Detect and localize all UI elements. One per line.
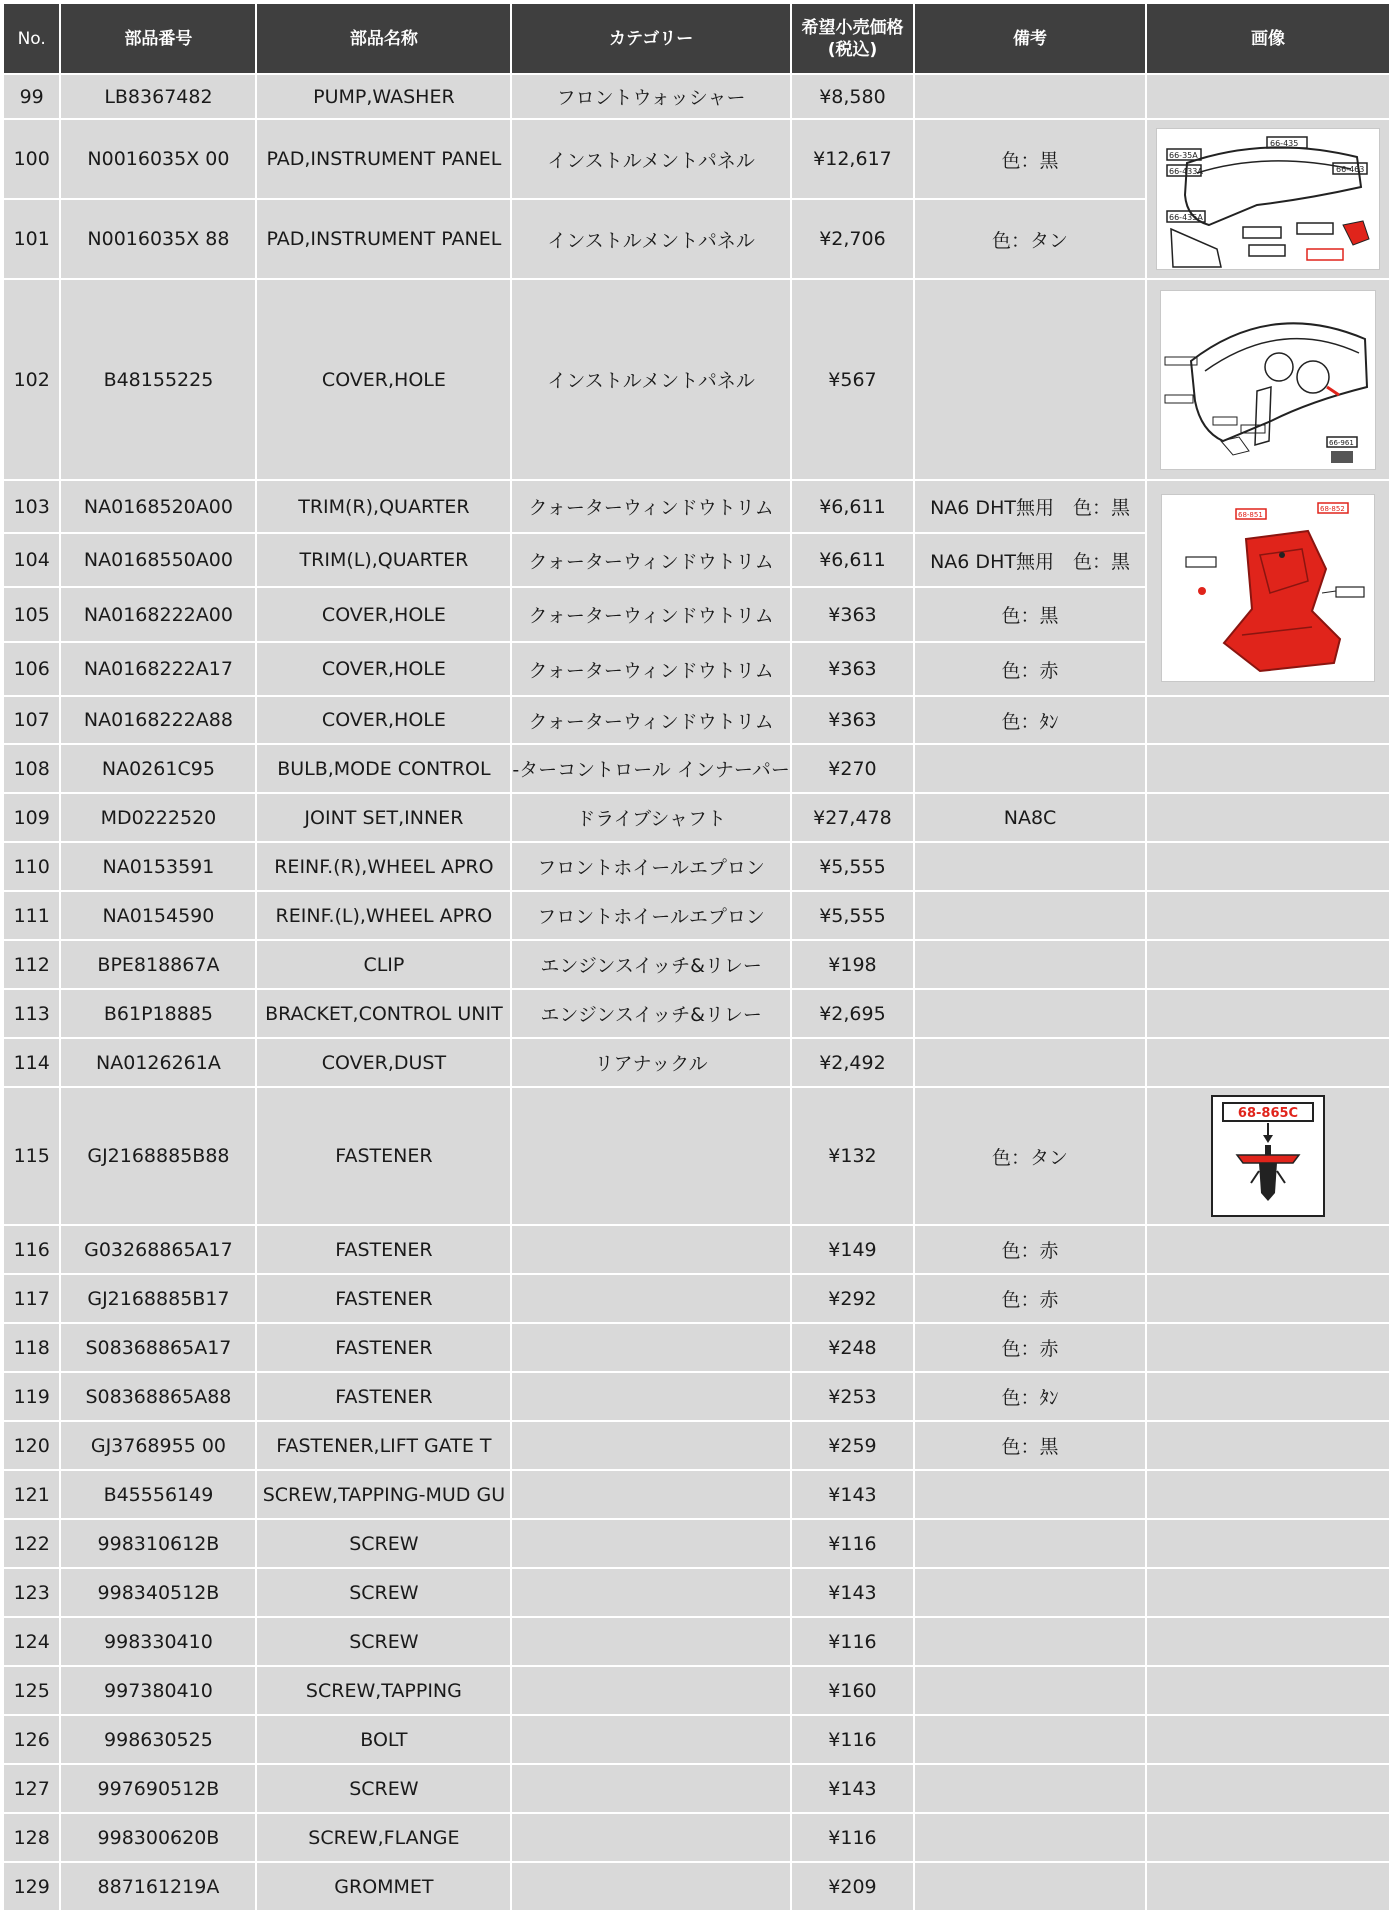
cell-category: インストルメントパネル xyxy=(512,120,790,198)
cell-price: ¥143 xyxy=(792,1471,913,1518)
table-row xyxy=(4,892,1389,939)
cell-no: 117 xyxy=(4,1275,59,1322)
header-price xyxy=(792,4,913,73)
cell-image xyxy=(1147,1618,1389,1665)
table-row xyxy=(4,280,1389,479)
cell-no: 118 xyxy=(4,1324,59,1371)
cell-category: ドライブシャフト xyxy=(512,794,790,841)
cell-price: ¥567 xyxy=(792,280,913,479)
quarter-trim-diagram xyxy=(1161,494,1375,682)
table-row xyxy=(4,1814,1389,1861)
cell-part-number: G03268865A17 xyxy=(61,1226,255,1273)
cell-category: エンジンスイッチ&リレー xyxy=(512,941,790,988)
cell-part-number: 998330410 xyxy=(61,1618,255,1665)
cell-part-name: FASTENER xyxy=(257,1088,510,1224)
pad-label-5: 66-435A xyxy=(1169,213,1203,222)
table-row xyxy=(4,120,1389,198)
cell-note: 色：タン xyxy=(915,1088,1145,1224)
cell-category: クォーターウィンドウトリム xyxy=(512,534,790,586)
cell-category: -ターコントロール インナーパー xyxy=(512,745,790,792)
cell-no: 103 xyxy=(4,481,59,532)
cell-note xyxy=(915,892,1145,939)
cell-note xyxy=(915,745,1145,792)
cell-image xyxy=(1147,1520,1389,1567)
table-row xyxy=(4,1088,1389,1224)
cell-price: ¥6,611 xyxy=(792,481,913,532)
cell-part-name: CLIP xyxy=(257,941,510,988)
cell-image xyxy=(1147,1471,1389,1518)
cell-price: ¥132 xyxy=(792,1088,913,1224)
cell-note xyxy=(915,1039,1145,1086)
cell-price: ¥6,611 xyxy=(792,534,913,586)
cell-image xyxy=(1147,941,1389,988)
cell-no: 100 xyxy=(4,120,59,198)
trim-label-2: 68-852 xyxy=(1320,505,1345,513)
cell-price: ¥116 xyxy=(792,1520,913,1567)
cell-price: ¥2,492 xyxy=(792,1039,913,1086)
table-row xyxy=(4,794,1389,841)
cell-no: 128 xyxy=(4,1814,59,1861)
cell-note: 色：赤 xyxy=(915,1226,1145,1273)
cell-no: 124 xyxy=(4,1618,59,1665)
cell-part-number: 998300620B xyxy=(61,1814,255,1861)
cell-image xyxy=(1147,1039,1389,1086)
cell-price: ¥248 xyxy=(792,1324,913,1371)
cell-part-number: S08368865A17 xyxy=(61,1324,255,1371)
cell-image xyxy=(1147,794,1389,841)
table-row xyxy=(4,1520,1389,1567)
cell-part-name: FASTENER xyxy=(257,1324,510,1371)
table-row xyxy=(4,1618,1389,1665)
cell-image xyxy=(1147,481,1389,695)
header-no: No. xyxy=(4,4,59,73)
cell-no: 127 xyxy=(4,1765,59,1812)
table-row xyxy=(4,1275,1389,1322)
cell-price: ¥12,617 xyxy=(792,120,913,198)
cell-category xyxy=(512,1373,790,1420)
cell-no: 125 xyxy=(4,1667,59,1714)
cell-no: 123 xyxy=(4,1569,59,1616)
table-row xyxy=(4,990,1389,1037)
cell-part-number: 887161219A xyxy=(61,1863,255,1910)
cell-price: ¥363 xyxy=(792,588,913,641)
cell-category xyxy=(512,1765,790,1812)
cell-part-name: FASTENER,LIFT GATE T xyxy=(257,1422,510,1469)
cell-category: エンジンスイッチ&リレー xyxy=(512,990,790,1037)
cell-price: ¥116 xyxy=(792,1716,913,1763)
cell-image xyxy=(1147,745,1389,792)
cell-image xyxy=(1147,697,1389,743)
cell-category xyxy=(512,1422,790,1469)
cell-note: 色：タン xyxy=(915,200,1145,278)
cell-price: ¥27,478 xyxy=(792,794,913,841)
cell-part-number: GJ3768955 00 xyxy=(61,1422,255,1469)
cell-no: 121 xyxy=(4,1471,59,1518)
cell-part-name: BRACKET,CONTROL UNIT xyxy=(257,990,510,1037)
cell-part-name: COVER,HOLE xyxy=(257,280,510,479)
cell-no: 110 xyxy=(4,843,59,890)
cell-part-name: SCREW xyxy=(257,1520,510,1567)
header-remarks: 備考 xyxy=(915,4,1145,73)
cell-price: ¥259 xyxy=(792,1422,913,1469)
cell-price: ¥5,555 xyxy=(792,892,913,939)
cell-part-name: COVER,HOLE xyxy=(257,588,510,641)
cell-part-name: SCREW xyxy=(257,1569,510,1616)
cell-part-number: NA0154590 xyxy=(61,892,255,939)
cell-image xyxy=(1147,843,1389,890)
cell-price: ¥160 xyxy=(792,1667,913,1714)
cell-price: ¥116 xyxy=(792,1618,913,1665)
cell-note xyxy=(915,941,1145,988)
cell-no: 116 xyxy=(4,1226,59,1273)
pad-label-4: 66-463 xyxy=(1336,165,1365,174)
cell-part-number: NA0168550A00 xyxy=(61,534,255,586)
cell-category xyxy=(512,1569,790,1616)
cell-note: 色：ﾀﾝ xyxy=(915,1373,1145,1420)
cell-price: ¥149 xyxy=(792,1226,913,1273)
cell-part-name: TRIM(R),QUARTER xyxy=(257,481,510,532)
cell-image xyxy=(1147,1667,1389,1714)
cell-price: ¥270 xyxy=(792,745,913,792)
cell-part-name: SCREW xyxy=(257,1618,510,1665)
cell-no: 106 xyxy=(4,643,59,695)
cell-no: 113 xyxy=(4,990,59,1037)
cell-note xyxy=(915,1569,1145,1616)
cell-part-name: SCREW,TAPPING-MUD GU xyxy=(257,1471,510,1518)
table-row xyxy=(4,1569,1389,1616)
cell-no: 102 xyxy=(4,280,59,479)
cell-price: ¥143 xyxy=(792,1765,913,1812)
cell-note xyxy=(915,1814,1145,1861)
cell-part-name: FASTENER xyxy=(257,1275,510,1322)
cell-part-name: PAD,INSTRUMENT PANEL xyxy=(257,200,510,278)
cell-part-name: PUMP,WASHER xyxy=(257,75,510,118)
cell-image xyxy=(1147,1716,1389,1763)
cell-note: 色：赤 xyxy=(915,1324,1145,1371)
cell-part-name: REINF.(L),WHEEL APRO xyxy=(257,892,510,939)
cell-category: クォーターウィンドウトリム xyxy=(512,481,790,532)
header-price-line1: 希望小売価格 xyxy=(801,17,904,38)
table-row xyxy=(4,1039,1389,1086)
cell-price: ¥116 xyxy=(792,1814,913,1861)
cell-image xyxy=(1147,75,1389,118)
pad-label-1: 66-35A xyxy=(1169,151,1198,160)
cell-part-number: 998630525 xyxy=(61,1716,255,1763)
cell-category xyxy=(512,1520,790,1567)
cell-category xyxy=(512,1324,790,1371)
cell-no: 112 xyxy=(4,941,59,988)
cell-part-number: 997380410 xyxy=(61,1667,255,1714)
cell-image xyxy=(1147,1088,1389,1224)
cell-image xyxy=(1147,1863,1389,1910)
header-category: カテゴリー xyxy=(512,4,790,73)
cell-image xyxy=(1147,1373,1389,1420)
header-part-number: 部品番号 xyxy=(61,4,255,73)
cell-part-name: COVER,HOLE xyxy=(257,643,510,695)
cell-image xyxy=(1147,1275,1389,1322)
cell-category: インストルメントパネル xyxy=(512,200,790,278)
table-row xyxy=(4,697,1389,743)
cell-no: 115 xyxy=(4,1088,59,1224)
table-row xyxy=(4,1471,1389,1518)
table-row xyxy=(4,843,1389,890)
cell-image xyxy=(1147,120,1389,278)
table-row xyxy=(4,941,1389,988)
cell-part-number: NA0153591 xyxy=(61,843,255,890)
table-row xyxy=(4,1716,1389,1763)
cell-no: 111 xyxy=(4,892,59,939)
cell-part-number: BPE818867A xyxy=(61,941,255,988)
table-row xyxy=(4,1422,1389,1469)
cell-part-number: NA0168222A88 xyxy=(61,697,255,743)
cell-note xyxy=(915,280,1145,479)
cell-part-number: NA0168520A00 xyxy=(61,481,255,532)
cell-price: ¥8,580 xyxy=(792,75,913,118)
cell-image xyxy=(1147,1569,1389,1616)
cell-no: 119 xyxy=(4,1373,59,1420)
cell-note xyxy=(915,1618,1145,1665)
cell-category xyxy=(512,1275,790,1322)
cell-price: ¥198 xyxy=(792,941,913,988)
header-image: 画像 xyxy=(1147,4,1389,73)
header-price-line2: (税込) xyxy=(827,39,878,60)
cell-no: 114 xyxy=(4,1039,59,1086)
cell-no: 105 xyxy=(4,588,59,641)
cell-part-name: SCREW xyxy=(257,1765,510,1812)
cell-note: 色：赤 xyxy=(915,1275,1145,1322)
cell-category: リアナックル xyxy=(512,1039,790,1086)
table-row xyxy=(4,745,1389,792)
cell-no: 107 xyxy=(4,697,59,743)
cell-category: クォーターウィンドウトリム xyxy=(512,643,790,695)
cell-part-number: NA0126261A xyxy=(61,1039,255,1086)
cell-part-number: 998310612B xyxy=(61,1520,255,1567)
cell-category xyxy=(512,1618,790,1665)
cell-part-number: MD0222520 xyxy=(61,794,255,841)
cell-category: クォーターウィンドウトリム xyxy=(512,697,790,743)
cell-note: 色：黒 xyxy=(915,588,1145,641)
table-row xyxy=(4,1226,1389,1273)
cell-category xyxy=(512,1863,790,1910)
cell-price: ¥209 xyxy=(792,1863,913,1910)
cell-part-name: FASTENER xyxy=(257,1373,510,1420)
cell-note xyxy=(915,1471,1145,1518)
cell-price: ¥292 xyxy=(792,1275,913,1322)
cell-no: 122 xyxy=(4,1520,59,1567)
cell-part-name: JOINT SET,INNER xyxy=(257,794,510,841)
table-row xyxy=(4,1765,1389,1812)
cell-part-name: PAD,INSTRUMENT PANEL xyxy=(257,120,510,198)
cell-note: 色：黒 xyxy=(915,1422,1145,1469)
cell-part-number: LB8367482 xyxy=(61,75,255,118)
header-part-name: 部品名称 xyxy=(257,4,510,73)
cell-category xyxy=(512,1667,790,1714)
cell-note xyxy=(915,1863,1145,1910)
parts-table xyxy=(2,2,1391,1912)
trim-label-1: 68-851 xyxy=(1238,511,1263,519)
cell-no: 109 xyxy=(4,794,59,841)
cell-image xyxy=(1147,1422,1389,1469)
cell-price: ¥363 xyxy=(792,697,913,743)
cell-note xyxy=(915,1716,1145,1763)
cell-part-number: B61P18885 xyxy=(61,990,255,1037)
cell-image xyxy=(1147,1814,1389,1861)
cell-part-number: B48155225 xyxy=(61,280,255,479)
cell-part-number: N0016035X 88 xyxy=(61,200,255,278)
cell-price: ¥363 xyxy=(792,643,913,695)
cell-category xyxy=(512,1088,790,1224)
cell-price: ¥253 xyxy=(792,1373,913,1420)
cell-part-name: BULB,MODE CONTROL xyxy=(257,745,510,792)
hole-cover-label: 66-961 xyxy=(1329,438,1354,447)
cell-category: フロントウォッシャー xyxy=(512,75,790,118)
pad-label-3: 66-435 xyxy=(1270,139,1299,148)
fastener-diagram xyxy=(1211,1095,1325,1217)
cell-image xyxy=(1147,1226,1389,1273)
cell-note: 色：赤 xyxy=(915,643,1145,695)
table-row xyxy=(4,481,1389,532)
cell-part-number: B45556149 xyxy=(61,1471,255,1518)
cell-part-name: TRIM(L),QUARTER xyxy=(257,534,510,586)
header-row xyxy=(4,4,1389,73)
table-row xyxy=(4,1373,1389,1420)
cell-part-number: 997690512B xyxy=(61,1765,255,1812)
cell-part-number: NA0261C95 xyxy=(61,745,255,792)
cell-part-name: FASTENER xyxy=(257,1226,510,1273)
cell-image xyxy=(1147,1324,1389,1371)
cell-part-number: NA0168222A00 xyxy=(61,588,255,641)
cell-category: インストルメントパネル xyxy=(512,280,790,479)
cell-note xyxy=(915,75,1145,118)
cell-no: 108 xyxy=(4,745,59,792)
table-row xyxy=(4,1863,1389,1910)
cell-note: NA6 DHT無用 色：黒 xyxy=(915,534,1145,586)
cell-no: 99 xyxy=(4,75,59,118)
table-row xyxy=(4,1324,1389,1371)
cell-part-number: NA0168222A17 xyxy=(61,643,255,695)
cell-part-name: SCREW,FLANGE xyxy=(257,1814,510,1861)
cell-part-name: REINF.(R),WHEEL APRO xyxy=(257,843,510,890)
cell-note xyxy=(915,1765,1145,1812)
pad-label-2: 66-433A xyxy=(1169,167,1203,176)
cell-part-name: GROMMET xyxy=(257,1863,510,1910)
cell-part-name: BOLT xyxy=(257,1716,510,1763)
cell-image xyxy=(1147,280,1389,479)
cell-category xyxy=(512,1226,790,1273)
hole-cover-diagram xyxy=(1160,290,1376,470)
cell-no: 129 xyxy=(4,1863,59,1910)
cell-category xyxy=(512,1814,790,1861)
cell-price: ¥2,706 xyxy=(792,200,913,278)
cell-category xyxy=(512,1471,790,1518)
cell-part-number: 998340512B xyxy=(61,1569,255,1616)
cell-category: フロントホイールエプロン xyxy=(512,843,790,890)
cell-note xyxy=(915,843,1145,890)
cell-part-number: GJ2168885B88 xyxy=(61,1088,255,1224)
cell-part-name: COVER,DUST xyxy=(257,1039,510,1086)
cell-no: 120 xyxy=(4,1422,59,1469)
cell-price: ¥143 xyxy=(792,1569,913,1616)
cell-note xyxy=(915,1667,1145,1714)
cell-note: 色：黒 xyxy=(915,120,1145,198)
instrument-pad-diagram xyxy=(1156,128,1380,270)
cell-part-name: SCREW,TAPPING xyxy=(257,1667,510,1714)
cell-note: 色：ﾀﾝ xyxy=(915,697,1145,743)
cell-part-number: S08368865A88 xyxy=(61,1373,255,1420)
cell-image xyxy=(1147,892,1389,939)
cell-price: ¥5,555 xyxy=(792,843,913,890)
cell-note: NA8C xyxy=(915,794,1145,841)
cell-part-number: GJ2168885B17 xyxy=(61,1275,255,1322)
cell-category: クォーターウィンドウトリム xyxy=(512,588,790,641)
cell-no: 101 xyxy=(4,200,59,278)
cell-category xyxy=(512,1716,790,1763)
cell-part-number: N0016035X 00 xyxy=(61,120,255,198)
cell-price: ¥2,695 xyxy=(792,990,913,1037)
cell-image xyxy=(1147,1765,1389,1812)
cell-note: NA6 DHT無用 色：黒 xyxy=(915,481,1145,532)
cell-note xyxy=(915,990,1145,1037)
cell-image xyxy=(1147,990,1389,1037)
table-row xyxy=(4,1667,1389,1714)
cell-note xyxy=(915,1520,1145,1567)
cell-no: 126 xyxy=(4,1716,59,1763)
cell-no: 104 xyxy=(4,534,59,586)
cell-category: フロントホイールエプロン xyxy=(512,892,790,939)
fastener-label: 68-865C xyxy=(1237,1106,1299,1121)
cell-part-name: COVER,HOLE xyxy=(257,697,510,743)
table-row xyxy=(4,75,1389,118)
